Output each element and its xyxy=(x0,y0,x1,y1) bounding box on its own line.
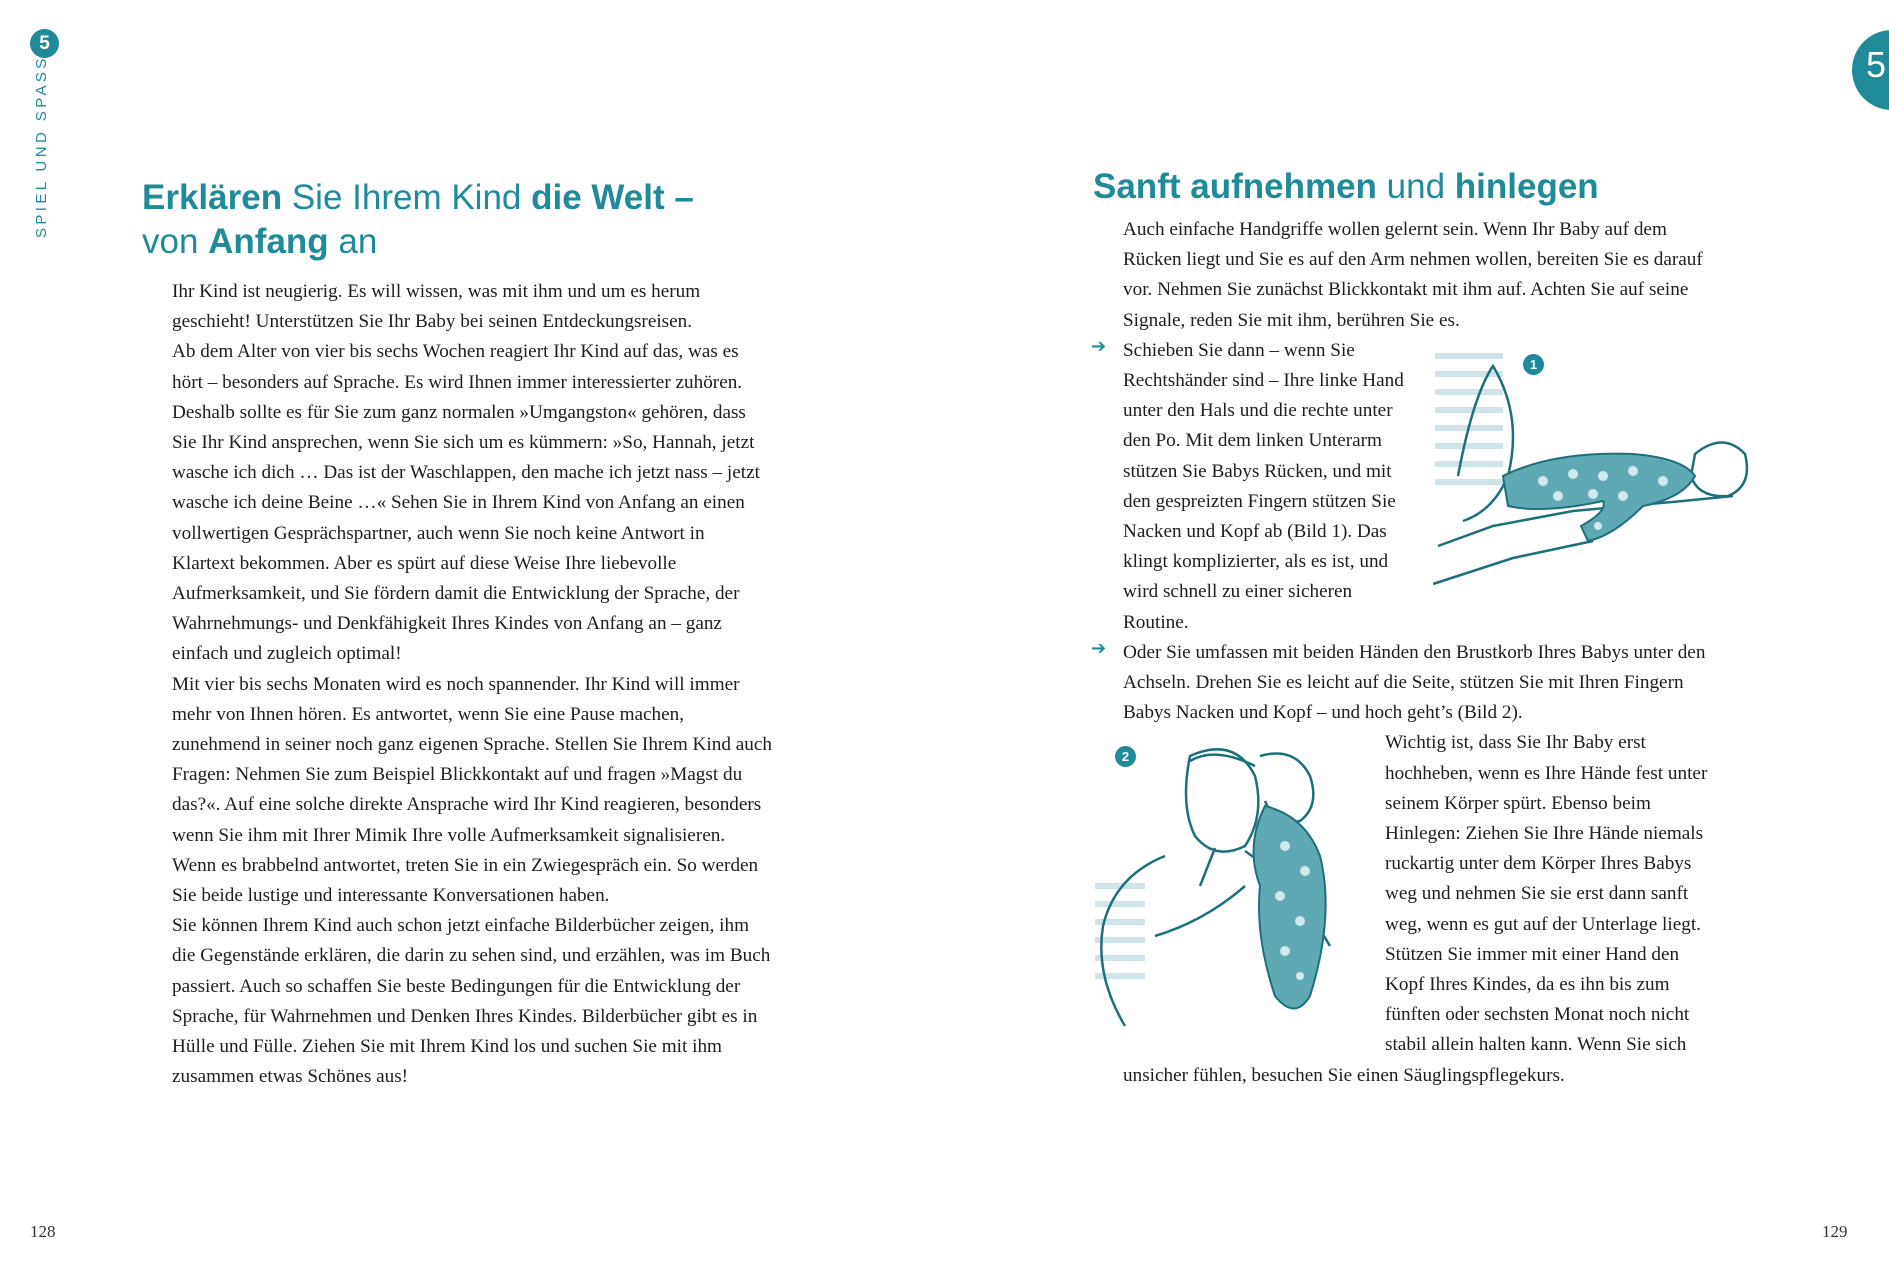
closing-paragraph: Wichtig ist, dass Sie Ihr Baby erst hochheben, wenn es Ihre Hände fest unter seinem Körper spürt. Ebenso beim Hinlegen: Ziehen Sie Ihre Hände niemals ruckartig unter dem Körper Ihres Babys weg und nehmen Sie sie erst dann sanft weg, wenn es gut auf der Unterlage liegt. Stützen Sie immer mit einer Hand den Kopf Ihres Kindes, da es ihn bis zum fünften oder sechsten Monat noch nicht stabil allein halten kann. Wenn Sie sich unsicher fühlen, besuchen Sie einen Säuglingspflegekurs. xyxy=(1123,732,1708,1086)
chapter-number-badge: 5 xyxy=(30,29,59,58)
father-baby-drawing xyxy=(1095,736,1365,1036)
title-fragment: Sie Ihrem Kind xyxy=(282,178,532,217)
title-fragment: Anfang xyxy=(208,222,329,261)
paragraph: Ab dem Alter von vier bis sechs Wochen reagiert Ihr Kind auf das, was es hört – besonders auf Sprache. Es wird Ihnen immer interessierter zuhören. Deshalb sollte es für Sie zum ganz normalen »Umgangston« gehören, dass Sie Ihr Kind ansprechen, wenn Sie sich um es kümmern: »So, Hannah, jetzt wasche ich dich … Das ist der Waschlappen, den mache ich jetzt nass – jetzt wasche ich deine Beine …« Sehen Sie in Ihrem Kind von Anfang an einen vollwertigen Gesprächspartner, auch wenn Sie noch keine Antwort in Klartext bekommen. Aber es spürt auf diese Weise Ihre liebevolle Aufmerksamkeit, und Sie fördern damit die Entwicklung der Sprache, der Wahrnehmungs- und Denkfähigkeit Ihres Kindes von Anfang an – ganz einfach und zugleich optimal! xyxy=(172,341,760,665)
image-2-badge: 2 xyxy=(1115,746,1136,767)
paragraph: Ihr Kind ist neugierig. Es will wissen, was mit ihm und um es herum geschieht! Unterstützen Sie Ihr Baby bei seinen Entdeckungsreisen. xyxy=(172,281,701,333)
paragraph: Sie können Ihrem Kind auch schon jetzt einfache Bilderbücher zeigen, ihm die Gegenstände erklären, die darin zu sehen sind, und erzählen, was im Buch passiert. Auch so schaffen Sie beste Bedingungen für die Entwicklung der Sprache, für Wahrnehmen und Denken Ihres Kindes. Bilderbücher gibt es in Hülle und Fülle. Ziehen Sie mit Ihrem Kind los und suchen Sie mit ihm zusammen etwas Schönes aus! xyxy=(172,915,771,1088)
title-fragment: an xyxy=(328,222,378,261)
left-page-title xyxy=(142,176,694,264)
chapter-tab xyxy=(1852,30,1889,110)
bullet-item xyxy=(1091,335,1723,638)
title-fragment: Erklären xyxy=(142,178,283,217)
chapter-tab-number: 5 xyxy=(1866,44,1887,85)
left-page-body xyxy=(172,277,772,1092)
title-fragment: die Welt – xyxy=(531,178,694,217)
title-fragment: und xyxy=(1376,167,1455,206)
chapter-label: SPIEL UND SPASS xyxy=(33,55,50,238)
image-1-badge: 1 xyxy=(1523,354,1544,375)
intro-paragraph: Auch einfache Handgriffe wollen gelernt sein. Wenn Ihr Baby auf dem Rücken liegt und Sie es auf den Arm nehmen wollen, bereiten Sie es darauf vor. Nehmen Sie zunächst Blickkontakt mit ihm auf. Achten Sie auf seine Signale, reden Sie mit ihm, berühren Sie es. xyxy=(1123,219,1703,331)
bullet-text: Oder Sie umfassen mit beiden Händen den Brustkorb Ihres Babys unter den Achseln. Drehen Sie es leicht auf die Seite, stützen Sie mit Ihren Fingern Babys Nacken und Kopf – und hoch geht’s (Bild 2). xyxy=(1123,641,1706,724)
bullet-item xyxy=(1091,637,1723,729)
paragraph: Mit vier bis sechs Monaten wird es noch spannender. Ihr Kind will immer mehr von Ihnen hören. Es antwortet, wenn Sie eine Pause machen, zunehmend in seiner noch ganz eigenen Sprache. Stellen Sie Ihrem Kind auch Fragen: Nehmen Sie zum Beispiel Blickkontakt auf und fragen »Magst du das?«. Auf eine solche direkte Ansprache wird Ihr Kind reagieren, besonders wenn Sie ihm mit Ihrer Mimik Ihre volle Aufmerksamkeit signalisieren. Wenn es brabbelnd antwortet, treten Sie in ein Zwiegespräch ein. So werden Sie beide lustige und interessante Konversationen haben. xyxy=(172,673,772,907)
page-number-right: 129 xyxy=(1822,1222,1848,1241)
title-fragment: Sanft aufnehmen xyxy=(1093,167,1377,206)
page-number-left: 128 xyxy=(30,1222,56,1241)
illustration-father-holding-baby xyxy=(1095,736,1365,1036)
title-fragment: hinlegen xyxy=(1454,167,1599,206)
arrow-right-icon: ➔ xyxy=(1091,637,1107,659)
bullet-text: Schieben Sie dann – wenn Sie Rechtshänder sind – Ihre linke Hand unter den Hals und die rechte unter den Po. Mit dem linken Unterarm stützen Sie Babys Rücken, und mit den gespreizten Fingern stützen Sie Nacken und Kopf ab (Bild 1). Das klingt komplizierter, als es ist, und wird schnell zu einer sicheren Routine. xyxy=(1123,339,1404,633)
right-page-body xyxy=(1091,215,1723,1091)
arrow-right-icon: ➔ xyxy=(1091,335,1107,357)
title-fragment: von xyxy=(142,222,209,261)
right-page-title xyxy=(1093,165,1599,209)
